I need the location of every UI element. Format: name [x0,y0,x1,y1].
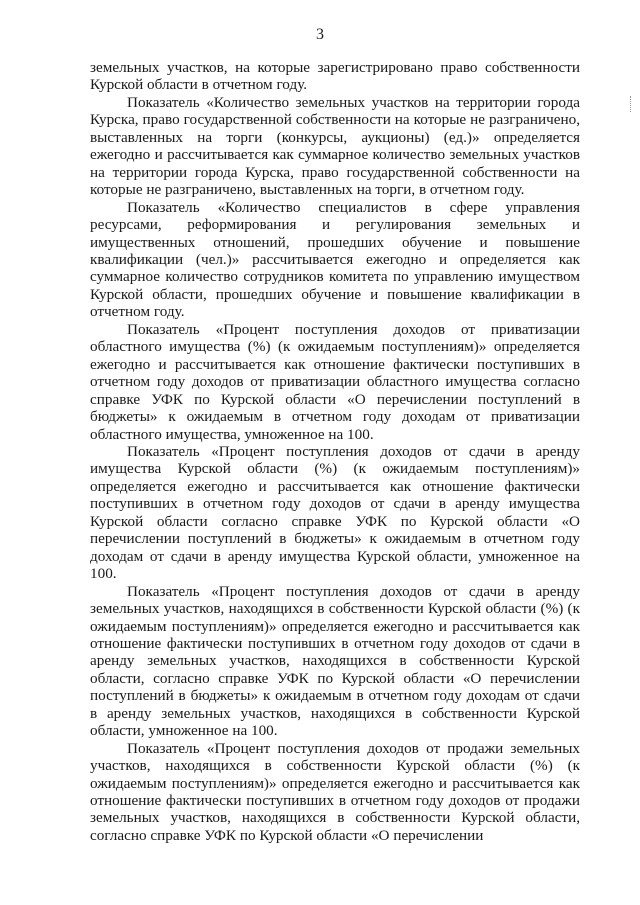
paragraph-land-plots-kursk-city: Показатель «Количество земельных участков на территории города Курска, право государственной собственности на которые не разграничено, выставленных на торги (конкурсы, аукционы) (ед.)» определяется ежегодно и рассчитывается как суммарное количество земельных участков на территории города Курска, право государственной собственности на которые не разграничено, выставленных на торги, в отчетном году. [90,93,580,199]
paragraph-specialists-training: Показатель «Количество специалистов в сфере управления ресурсами, реформирования и регулирования земельных и имущественных отношений, прошедших обучение и повышение квалификации (чел.)» рассчитывается ежегодно и определяется как суммарное количество сотрудников комитета по управлению имуществом Курской области, прошедших обучение и повышение квалификации в отчетном году. [90,198,580,321]
paragraph-continuation: земельных участков, на которые зарегистрировано право собственности Курской области в отчетном году. [90,59,580,94]
paragraph-privatization-income: Показатель «Процент поступления доходов от приватизации областного имущества (%) (к ожидаемым поступлениям)» определяется ежегодно и рассчитывается как отношение фактически поступивших в отчетном году доходов от приватизации областного имущества согласно справке УФК по Курской области «О перечислении поступлений в бюджеты» к ожидаемым в отчетном году доходам от приватизации областного имущества, умноженное на 100. [90,320,580,443]
body-text [90,59,580,844]
paragraph-land-sale-income: Показатель «Процент поступления доходов от продажи земельных участков, находящихся в собственности Курской области (%) (к ожидаемым поступлениям)» определяется ежегодно и рассчитывается как отношение фактически поступивших в отчетном году доходов от продажи земельных участков, находящихся в собственности Курской области, согласно справке УФК по Курской области «О перечислении [90,739,580,844]
scan-edge-mark [630,96,634,112]
paragraph-property-rent-income: Показатель «Процент поступления доходов от сдачи в аренду имущества Курской области (%) (к ожидаемым поступлениям)» определяется ежегодно и рассчитывается как отношение фактически поступивших в отчетном году доходов от сдачи в аренду имущества Курской области согласно справке УФК по Курской области «О перечислении поступлений в бюджеты» к ожидаемым в отчетном году доходам от сдачи в аренду имущества Курской области, умноженное на 100. [90,442,580,583]
paragraph-land-rent-income: Показатель «Процент поступления доходов от сдачи в аренду земельных участков, находящихся в собственности Курской области (%) (к ожидаемым поступлениям)» определяется ежегодно и рассчитывается как отношение фактически поступивших в отчетном году доходов от сдачи в аренду земельных участков, находящихся в собственности Курской области, согласно справке УФК по Курской области «О перечислении поступлений в бюджеты» к ожидаемым в отчетном году доходам от сдачи в аренду земельных участков, находящихся в собственности Курской области, умноженное на 100. [90,582,580,740]
page-number: 3 [316,26,324,43]
